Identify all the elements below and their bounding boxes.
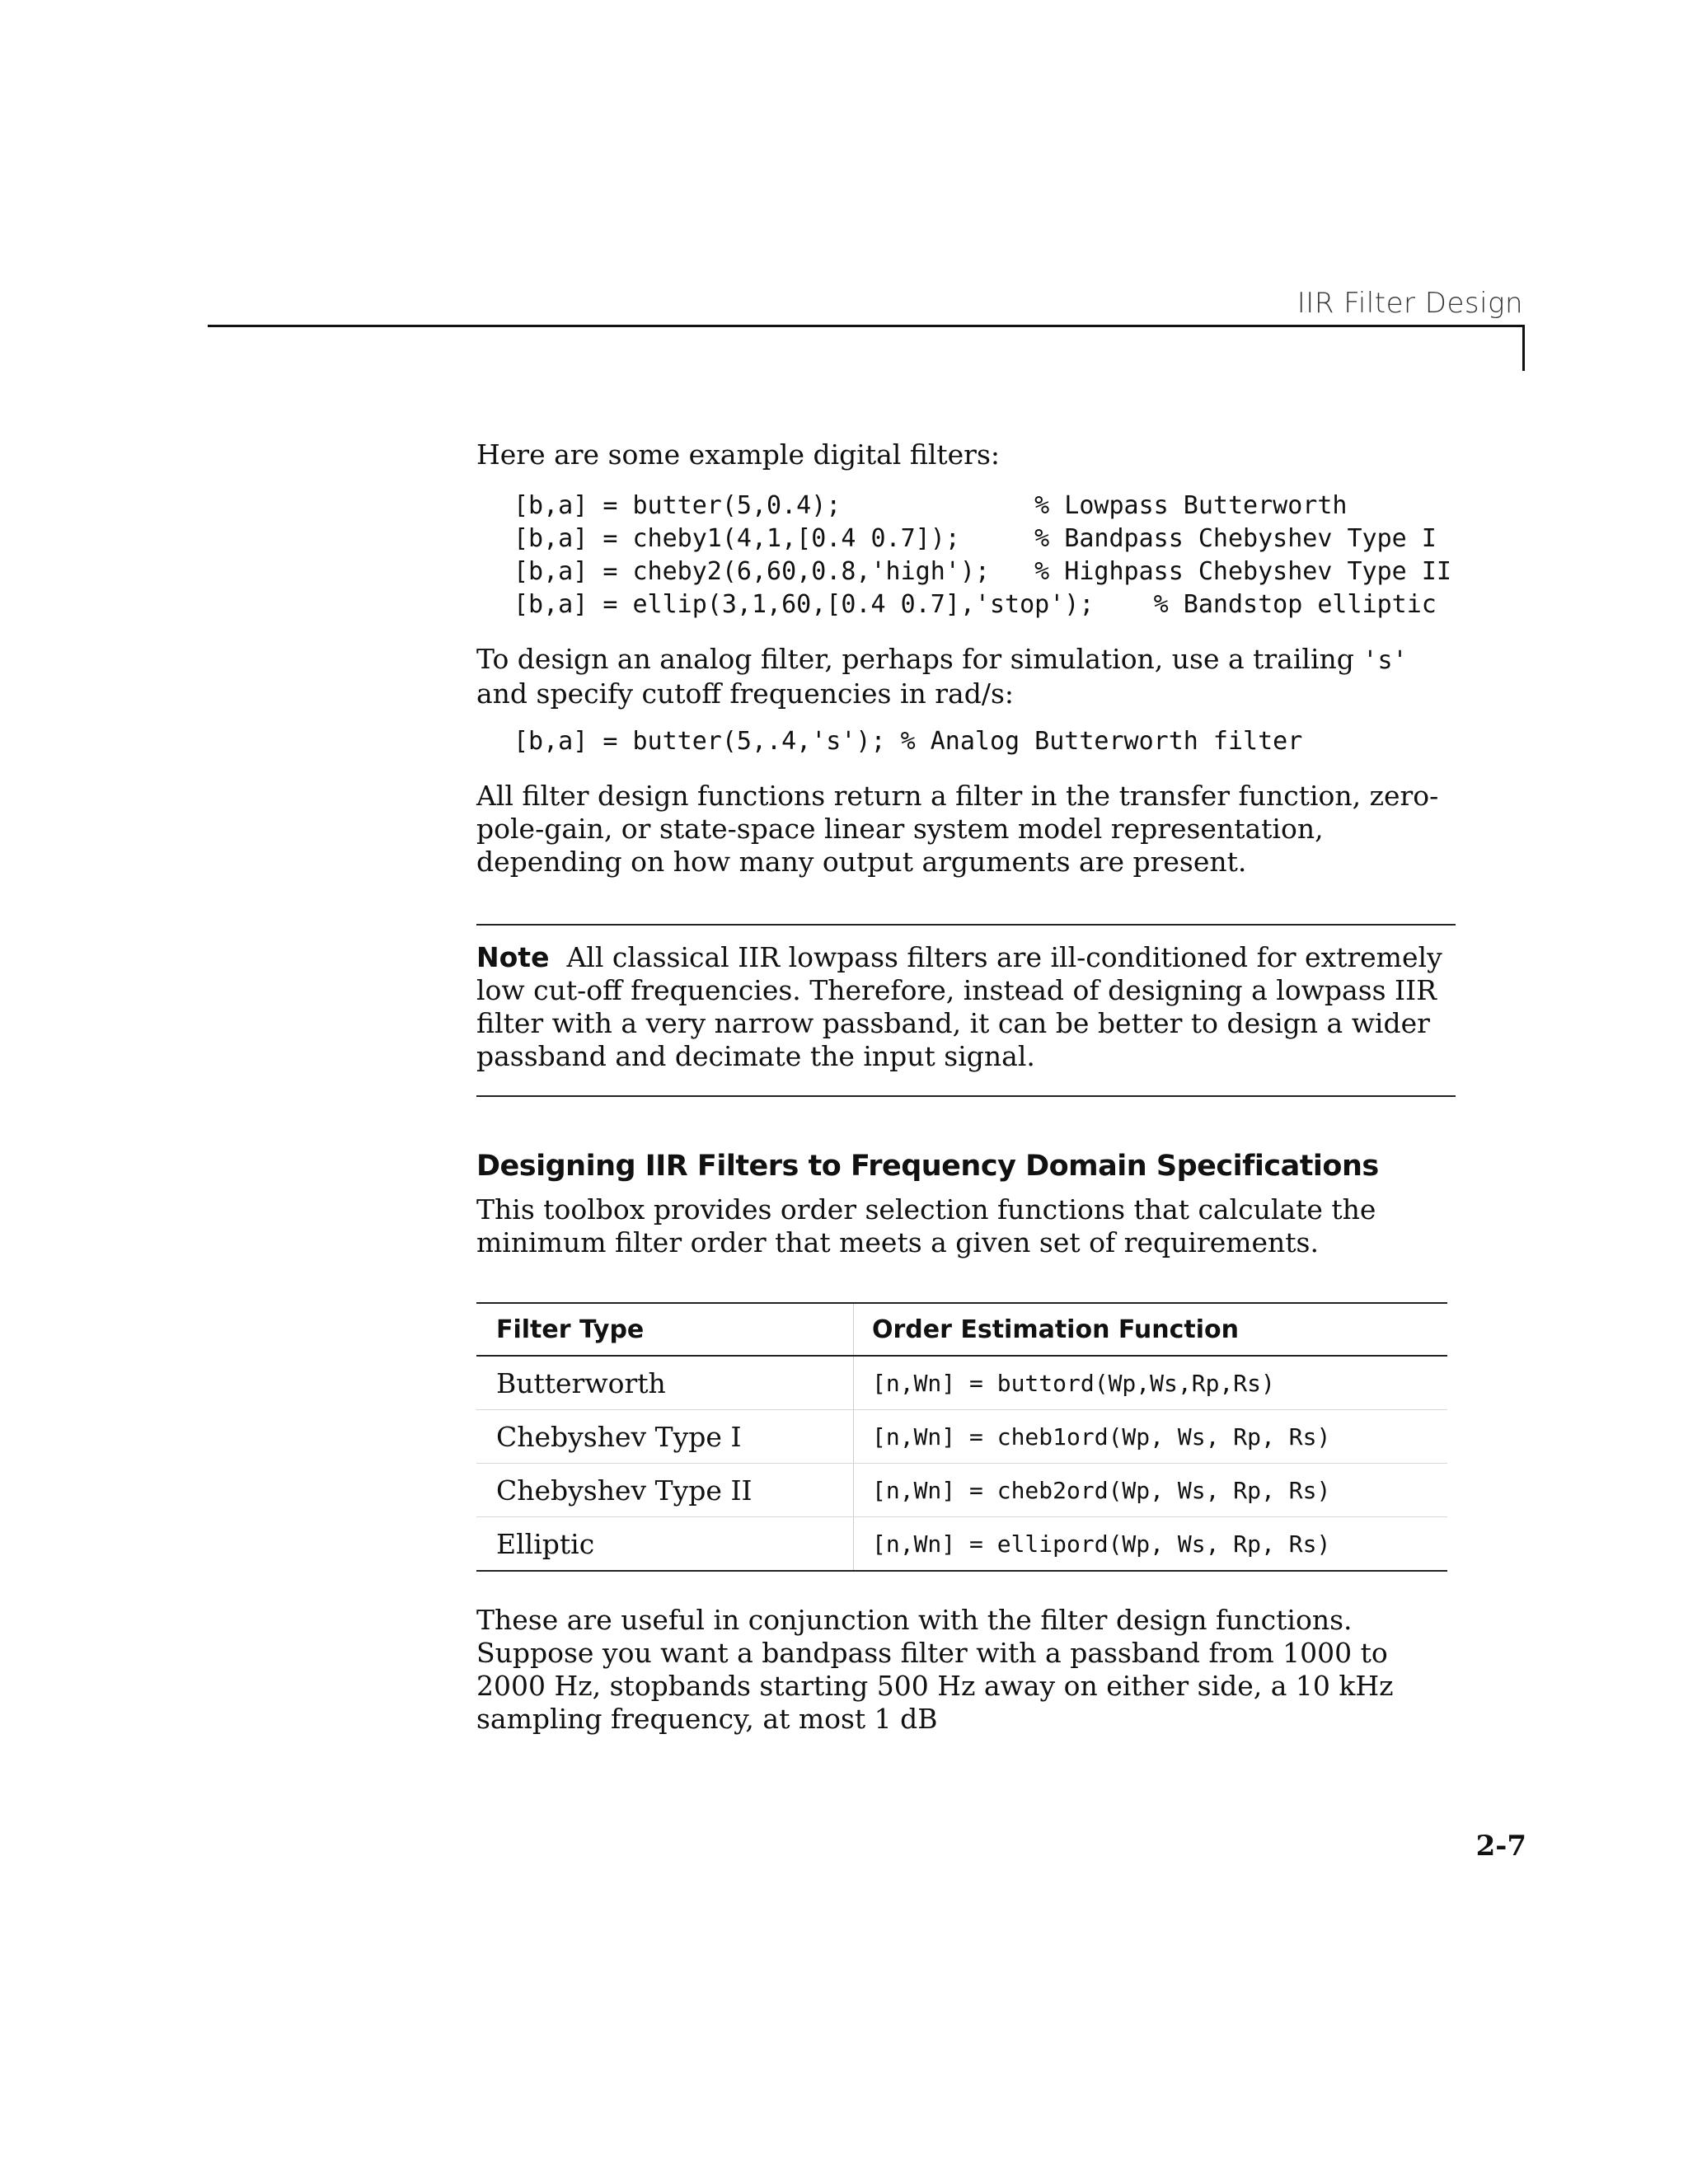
filter-type-cell: Butterworth <box>476 1356 854 1410</box>
closing-paragraph: These are useful in conjunction with the filter design functions. Suppose you want a bandpass filter with a passband from 1000 to 2000 Hz, stopbands starting 500 Hz away on either side, a 10 kHz sampling frequency, at most 1 dB <box>476 1604 1394 1735</box>
header-rule <box>208 325 1525 327</box>
analog-filter-paragraph: To design an analog filter, perhaps for simulation, use a trailing 's' and specify cutoff frequencies in rad/s: <box>476 643 1408 710</box>
filter-type-cell: Chebyshev Type I <box>476 1410 854 1464</box>
order-function-cell: [n,Wn] = ellipord(Wp, Ws, Rp, Rs) <box>854 1517 1448 1572</box>
note-box <box>476 941 1457 1073</box>
column-header-filter-type: Filter Type <box>476 1303 854 1356</box>
order-function-cell: [n,Wn] = cheb2ord(Wp, Ws, Rp, Rs) <box>854 1464 1448 1517</box>
code-line: [b,a] = butter(5,0.4); % Lowpass Butterworth <box>513 491 1348 520</box>
note-text: All classical IIR lowpass filters are ill-conditioned for extremely low cut-off frequencies. Therefore, instead of designing a lowpass IIR filter with a very narrow passband, it can be better to design a wider passband and decimate the input signal. <box>476 941 1442 1072</box>
note-label: Note <box>476 941 550 973</box>
note-top-rule <box>476 924 1456 926</box>
code-line: [b,a] = cheby2(6,60,0.8,'high'); % Highpass Chebyshev Type II <box>513 557 1451 586</box>
table-row <box>476 1410 1447 1464</box>
code-line: [b,a] = cheby1(4,1,[0.4 0.7]); % Bandpass Chebyshev Type I <box>513 524 1437 553</box>
running-header-title: IIR Filter Design <box>1296 287 1523 320</box>
table-row <box>476 1356 1447 1410</box>
code-line: [b,a] = ellip(3,1,60,[0.4 0.7],'stop'); % Bandstop elliptic <box>513 590 1437 619</box>
code-example-analog-filter: [b,a] = butter(5,.4,'s'); % Analog Butterworth filter <box>513 727 1303 756</box>
order-estimation-table <box>476 1302 1447 1572</box>
table-row <box>476 1464 1447 1517</box>
filter-type-cell: Chebyshev Type II <box>476 1464 854 1517</box>
order-function-cell: [n,Wn] = buttord(Wp,Ws,Rp,Rs) <box>854 1356 1448 1410</box>
section-intro-paragraph: This toolbox provides order selection functions that calculate the minimum filter order that meets a given set of requirements. <box>476 1193 1376 1258</box>
inline-code-s: 's' <box>1362 646 1408 675</box>
section-heading: Designing IIR Filters to Frequency Domain Specifications <box>476 1150 1379 1183</box>
note-bottom-rule <box>476 1095 1456 1097</box>
table-row <box>476 1517 1447 1572</box>
header-corner-tick <box>1522 325 1525 371</box>
filter-type-cell: Elliptic <box>476 1517 854 1572</box>
intro-paragraph: Here are some example digital filters: <box>476 438 1001 471</box>
order-function-cell: [n,Wn] = cheb1ord(Wp, Ws, Rp, Rs) <box>854 1410 1448 1464</box>
code-example-digital-filters <box>513 490 1451 621</box>
column-header-order-function: Order Estimation Function <box>854 1303 1448 1356</box>
table-header-row <box>476 1303 1447 1356</box>
page-number: 2-7 <box>1475 1830 1526 1863</box>
return-types-paragraph: All filter design functions return a filter in the transfer function, zero-pole-gain, or state-space linear system model representation, depending on how many output arguments are present. <box>476 780 1439 878</box>
